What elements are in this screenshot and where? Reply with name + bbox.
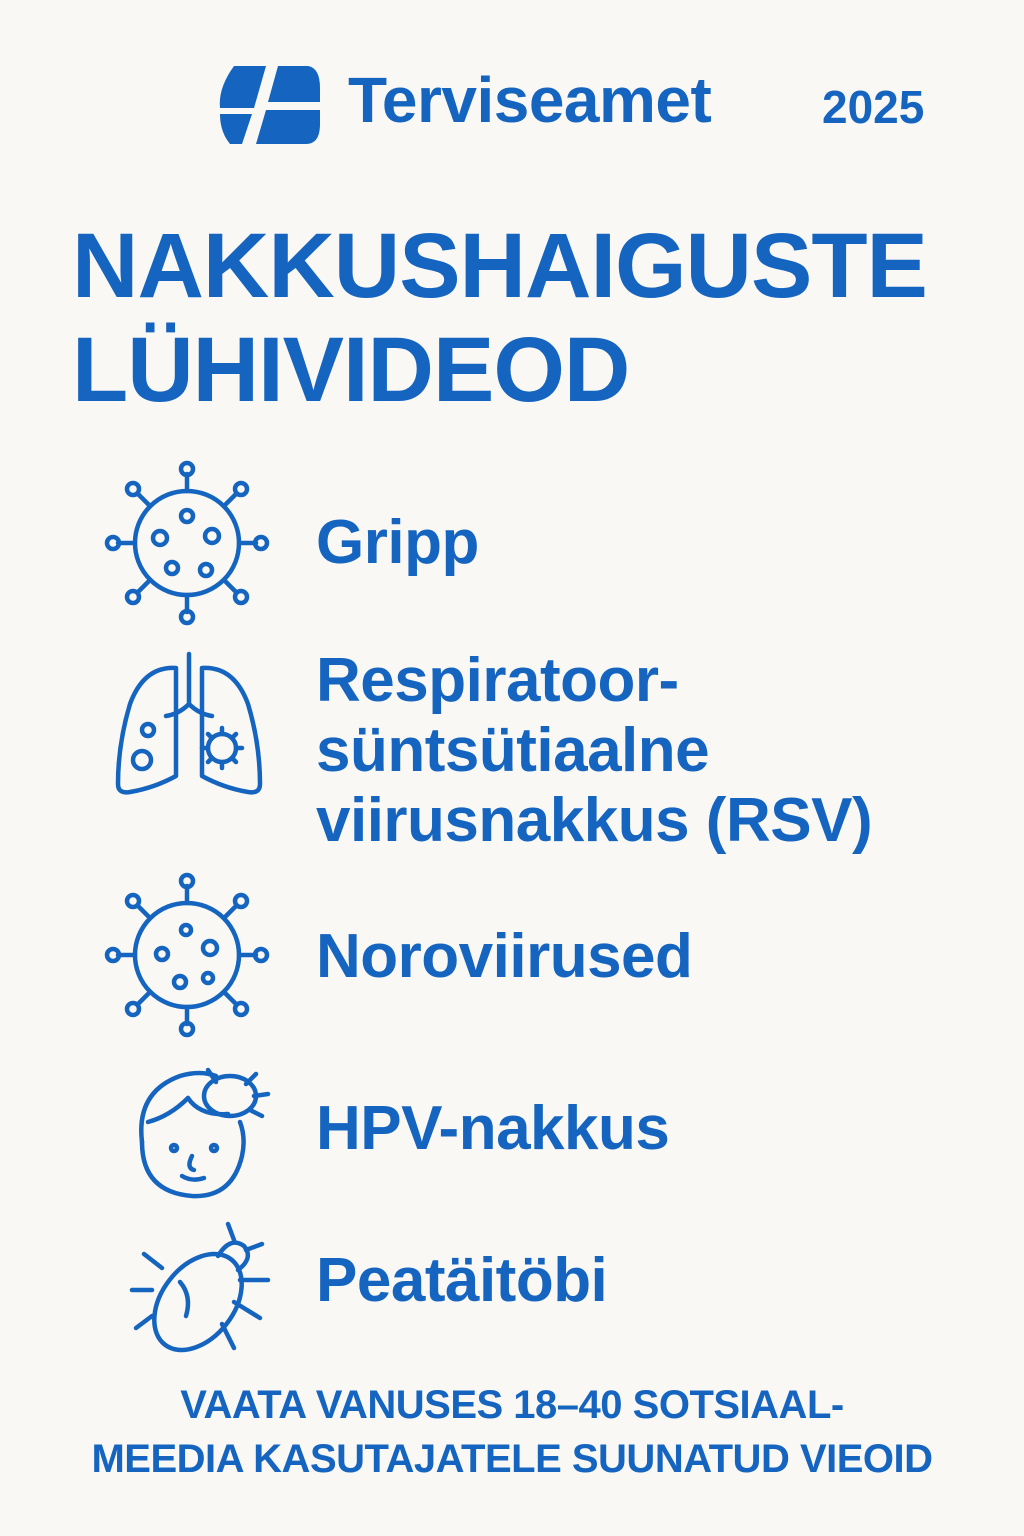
page-title [72,214,992,422]
topic-label-hpv: HPV-nakkus [316,1094,670,1163]
footer-note [0,1378,1024,1486]
topic-label-gripp: Gripp [316,508,479,577]
title-line-1: NAKKUSHAIGUSTE [72,215,927,317]
year-label: 2025 [822,81,925,133]
terviseamet-logo-icon [216,58,324,150]
topic-label-rsv: Respiratoor- süntsütiaalne viirusnakkus (RSV) [316,646,873,855]
virus-icon [102,458,272,628]
lungs-icon [104,644,274,814]
header [0,52,1024,152]
virus-icon [102,870,272,1040]
topic-label-noroviirused: Noroviirused [316,922,693,991]
title-line-2: LÜHIVIDEOD [72,319,630,421]
organization-name: Terviseamet [348,64,712,136]
face-icon [122,1052,292,1222]
topic-label-peataitobi: Peatäitöbi [316,1246,608,1315]
footer-line-2: MEEDIA KASUTAJATELE SUUNATUD VIEOID [91,1437,933,1481]
footer-line-1: VAATA VANUSES 18–40 SOTSIAAL- [180,1383,844,1427]
louse-icon [122,1212,292,1382]
